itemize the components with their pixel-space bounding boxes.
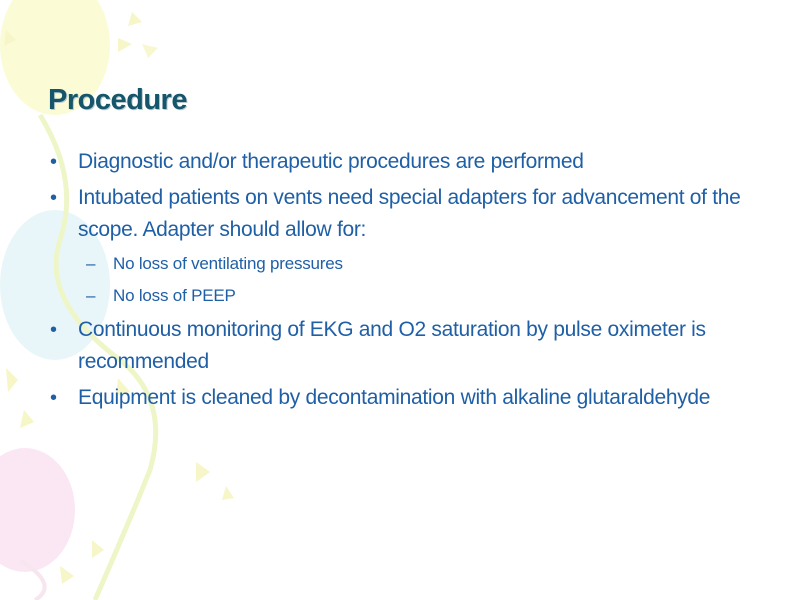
bullet-glyph: •	[50, 151, 57, 173]
confetti-shape	[128, 12, 142, 26]
bullet-glyph: •	[50, 319, 57, 341]
list-item	[50, 314, 750, 378]
confetti-shape	[60, 566, 74, 584]
sub-list-item	[50, 282, 750, 310]
balloon-shape	[0, 448, 75, 572]
confetti-shape	[118, 38, 132, 52]
confetti-shape	[92, 540, 104, 558]
confetti-shape	[20, 410, 34, 428]
sub-bullet-text: No loss of ventilating pressures	[113, 254, 343, 273]
sub-bullet-text: No loss of PEEP	[113, 286, 236, 305]
sub-list-item	[50, 250, 750, 278]
bullet-list	[50, 146, 750, 418]
list-item	[50, 146, 750, 178]
sub-bullet-glyph: –	[86, 286, 96, 305]
bullet-text: Intubated patients on vents need special adapters for advancement of the scope. Adapter should allow for:	[78, 186, 741, 241]
list-item	[50, 382, 750, 414]
bullet-text: Diagnostic and/or therapeutic procedures are performed	[78, 150, 584, 173]
bullet-glyph: •	[50, 387, 57, 409]
list-item	[50, 182, 750, 246]
slide-title: Procedure	[48, 84, 187, 116]
sub-bullet-glyph: –	[86, 254, 96, 273]
bullet-glyph: •	[50, 187, 57, 209]
confetti-shape	[222, 486, 234, 500]
confetti-shape	[142, 44, 158, 58]
bullet-text: Equipment is cleaned by decontamination with alkaline glutaraldehyde	[78, 386, 711, 409]
bullet-text: Continuous monitoring of EKG and O2 saturation by pulse oximeter is recommended	[78, 318, 706, 373]
confetti-shape	[196, 462, 210, 482]
confetti-shape	[6, 368, 18, 392]
